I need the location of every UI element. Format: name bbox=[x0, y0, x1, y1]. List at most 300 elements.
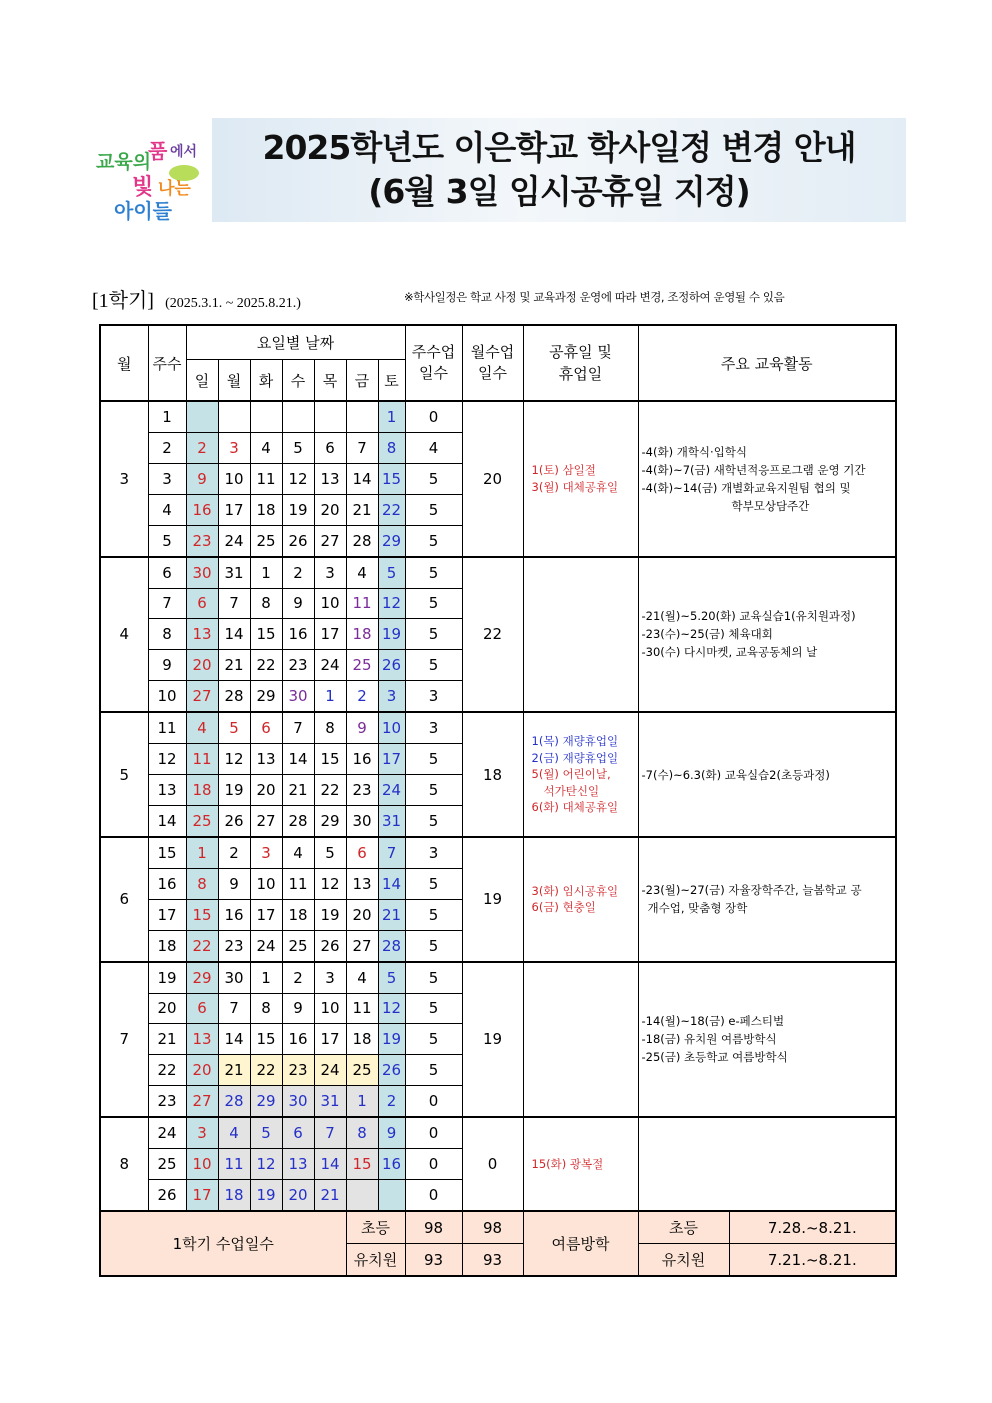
day-cell: 14 bbox=[218, 1024, 250, 1055]
weekly-school-days: 5 bbox=[405, 930, 462, 961]
weekly-school-days: 5 bbox=[405, 650, 462, 681]
day-cell: 26 bbox=[314, 930, 346, 961]
semester-heading bbox=[92, 284, 912, 310]
holidays-cell bbox=[523, 962, 638, 1118]
day-cell: 14 bbox=[346, 463, 378, 494]
day-cell: 16 bbox=[282, 1024, 314, 1055]
weekly-school-days: 5 bbox=[405, 525, 462, 556]
week-row bbox=[100, 837, 896, 868]
footer-kinder-weekly: 93 bbox=[405, 1244, 462, 1277]
activity-item: -25(금) 초등학교 여름방학식 bbox=[641, 1050, 788, 1065]
week-number: 1 bbox=[148, 401, 186, 432]
activity-item: -30(수) 다시마켓, 교육공동체의 날 bbox=[641, 645, 818, 660]
activities-cell bbox=[638, 837, 896, 962]
day-cell: 18 bbox=[282, 899, 314, 930]
holidays-cell bbox=[523, 557, 638, 713]
day-cell: 26 bbox=[378, 1055, 405, 1086]
day-cell: 24 bbox=[314, 1055, 346, 1086]
day-cell bbox=[346, 401, 378, 432]
month-number: 4 bbox=[100, 557, 148, 713]
day-cell: 3 bbox=[218, 432, 250, 463]
day-cell: 18 bbox=[346, 619, 378, 650]
day-cell: 30 bbox=[282, 1086, 314, 1117]
day-cell: 16 bbox=[218, 899, 250, 930]
weekly-school-days: 5 bbox=[405, 805, 462, 836]
day-cell: 6 bbox=[282, 1117, 314, 1148]
day-cell: 11 bbox=[282, 868, 314, 899]
activity-item: -18(금) 유치원 여름방학식 bbox=[641, 1032, 777, 1047]
day-cell: 13 bbox=[186, 1024, 218, 1055]
week-number: 16 bbox=[148, 868, 186, 899]
svg-text:빛: 빛 bbox=[132, 175, 154, 200]
day-cell: 15 bbox=[346, 1149, 378, 1180]
day-cell: 14 bbox=[218, 619, 250, 650]
holiday-item: 6(화) 대체공휴일 bbox=[531, 800, 619, 815]
header-month: 월 bbox=[100, 325, 148, 401]
day-cell bbox=[218, 401, 250, 432]
semester-range: (2025.3.1. ~ 2025.8.21.) bbox=[165, 296, 301, 311]
weekly-school-days: 5 bbox=[405, 1055, 462, 1086]
day-cell: 22 bbox=[378, 494, 405, 525]
holiday-item: 2(금) 재량휴업일 bbox=[531, 750, 619, 765]
day-cell: 9 bbox=[346, 712, 378, 743]
month-number: 8 bbox=[100, 1117, 148, 1211]
day-cell: 12 bbox=[378, 588, 405, 619]
day-cell: 6 bbox=[346, 837, 378, 868]
header-monthly-days: 월수업 일수 bbox=[462, 325, 523, 401]
day-cell: 27 bbox=[186, 681, 218, 712]
activities-cell bbox=[638, 712, 896, 837]
day-cell: 18 bbox=[218, 1180, 250, 1211]
day-cell: 1 bbox=[250, 557, 282, 588]
header-week: 주수 bbox=[148, 325, 186, 401]
month-group bbox=[100, 401, 896, 557]
day-cell: 6 bbox=[250, 712, 282, 743]
week-number: 11 bbox=[148, 712, 186, 743]
day-cell: 1 bbox=[250, 962, 282, 993]
day-cell bbox=[314, 401, 346, 432]
week-number: 26 bbox=[148, 1180, 186, 1211]
day-cell: 1 bbox=[378, 401, 405, 432]
month-number: 7 bbox=[100, 962, 148, 1118]
day-cell: 19 bbox=[282, 494, 314, 525]
week-number: 25 bbox=[148, 1149, 186, 1180]
weekly-school-days: 3 bbox=[405, 712, 462, 743]
day-cell: 10 bbox=[314, 588, 346, 619]
day-cell: 23 bbox=[346, 775, 378, 806]
day-cell: 20 bbox=[346, 899, 378, 930]
day-cell: 19 bbox=[218, 775, 250, 806]
day-cell: 13 bbox=[250, 744, 282, 775]
day-cell: 6 bbox=[186, 993, 218, 1024]
day-cell: 4 bbox=[186, 712, 218, 743]
day-cell: 12 bbox=[250, 1149, 282, 1180]
day-cell: 30 bbox=[218, 962, 250, 993]
week-number: 5 bbox=[148, 525, 186, 556]
month-group bbox=[100, 712, 896, 837]
day-cell: 16 bbox=[282, 619, 314, 650]
day-cell: 9 bbox=[186, 463, 218, 494]
day-cell: 13 bbox=[314, 463, 346, 494]
svg-text:품: 품 bbox=[148, 139, 168, 163]
day-cell: 3 bbox=[314, 962, 346, 993]
week-number: 23 bbox=[148, 1086, 186, 1117]
header-holidays: 공휴일 및 휴업일 bbox=[523, 325, 638, 401]
day-cell: 23 bbox=[218, 930, 250, 961]
day-cell: 10 bbox=[314, 993, 346, 1024]
day-cell: 23 bbox=[282, 1055, 314, 1086]
week-number: 24 bbox=[148, 1117, 186, 1148]
day-cell: 9 bbox=[378, 1117, 405, 1148]
day-cell: 26 bbox=[378, 650, 405, 681]
activities-cell bbox=[638, 557, 896, 713]
activity-item: 학부모상담주간 bbox=[731, 498, 810, 513]
day-cell: 7 bbox=[218, 588, 250, 619]
day-cell: 3 bbox=[314, 557, 346, 588]
day-cell: 19 bbox=[250, 1180, 282, 1211]
activities-cell bbox=[638, 962, 896, 1118]
day-cell: 27 bbox=[250, 805, 282, 836]
day-cell: 23 bbox=[282, 650, 314, 681]
day-cell: 7 bbox=[378, 837, 405, 868]
day-cell: 29 bbox=[250, 1086, 282, 1117]
footer-elem-label: 초등 bbox=[346, 1211, 405, 1244]
activity-item: -4(화)~7(금) 새학년적응프로그램 운영 기간 bbox=[641, 462, 866, 477]
weekly-school-days: 0 bbox=[405, 1180, 462, 1211]
day-cell: 10 bbox=[378, 712, 405, 743]
week-number: 10 bbox=[148, 681, 186, 712]
day-cell: 28 bbox=[346, 525, 378, 556]
weekly-school-days: 5 bbox=[405, 899, 462, 930]
day-cell: 28 bbox=[282, 805, 314, 836]
day-cell: 11 bbox=[346, 588, 378, 619]
day-cell bbox=[378, 1180, 405, 1211]
week-number: 4 bbox=[148, 494, 186, 525]
day-cell bbox=[186, 401, 218, 432]
weekly-school-days: 5 bbox=[405, 557, 462, 588]
day-cell: 8 bbox=[186, 868, 218, 899]
activity-item: -23(월)~27(금) 자율장학주간, 늘봄학교 공 bbox=[641, 883, 862, 898]
day-cell: 5 bbox=[218, 712, 250, 743]
weekday-header: 일 bbox=[186, 360, 218, 402]
day-cell: 20 bbox=[186, 1055, 218, 1086]
day-cell: 30 bbox=[282, 681, 314, 712]
day-cell: 12 bbox=[282, 463, 314, 494]
holiday-item: 3(화) 임시공휴일 bbox=[531, 883, 619, 898]
svg-text:교육의: 교육의 bbox=[96, 151, 152, 173]
day-cell: 13 bbox=[346, 868, 378, 899]
day-cell: 24 bbox=[378, 775, 405, 806]
week-number: 12 bbox=[148, 744, 186, 775]
monthly-school-days: 20 bbox=[462, 401, 523, 557]
day-cell: 19 bbox=[378, 619, 405, 650]
weekday-header: 화 bbox=[250, 360, 282, 402]
day-cell: 4 bbox=[346, 557, 378, 588]
week-number: 13 bbox=[148, 775, 186, 806]
week-row bbox=[100, 401, 896, 432]
title-line-2: (6월 3일 임시공휴일 지정) bbox=[368, 172, 750, 211]
day-cell: 7 bbox=[282, 712, 314, 743]
header-activities: 주요 교육활동 bbox=[638, 325, 896, 401]
holidays-cell bbox=[523, 837, 638, 962]
month-number: 5 bbox=[100, 712, 148, 837]
day-cell: 11 bbox=[186, 744, 218, 775]
day-cell: 5 bbox=[282, 432, 314, 463]
weekly-school-days: 5 bbox=[405, 463, 462, 494]
day-cell: 6 bbox=[314, 432, 346, 463]
day-cell: 4 bbox=[218, 1117, 250, 1148]
day-cell: 12 bbox=[218, 744, 250, 775]
day-cell: 27 bbox=[346, 930, 378, 961]
day-cell: 14 bbox=[378, 868, 405, 899]
footer-kinder-label: 유치원 bbox=[346, 1244, 405, 1277]
svg-text:나는: 나는 bbox=[158, 179, 191, 199]
day-cell: 14 bbox=[314, 1149, 346, 1180]
holidays-cell bbox=[523, 712, 638, 837]
day-cell: 23 bbox=[186, 525, 218, 556]
day-cell: 18 bbox=[346, 1024, 378, 1055]
weekly-school-days: 5 bbox=[405, 868, 462, 899]
weekly-school-days: 5 bbox=[405, 744, 462, 775]
day-cell: 20 bbox=[314, 494, 346, 525]
day-cell: 15 bbox=[314, 744, 346, 775]
week-number: 15 bbox=[148, 837, 186, 868]
day-cell: 2 bbox=[346, 681, 378, 712]
footer-vac-kinder-dates: 7.21.~8.21. bbox=[767, 1250, 857, 1269]
day-cell: 21 bbox=[282, 775, 314, 806]
day-cell: 19 bbox=[314, 899, 346, 930]
week-number: 2 bbox=[148, 432, 186, 463]
month-group bbox=[100, 1117, 896, 1211]
day-cell: 11 bbox=[346, 993, 378, 1024]
day-cell: 31 bbox=[218, 557, 250, 588]
weekly-school-days: 0 bbox=[405, 1086, 462, 1117]
day-cell: 18 bbox=[250, 494, 282, 525]
activities-cell bbox=[638, 401, 896, 557]
holiday-item: 석가탄신일 bbox=[543, 783, 600, 798]
week-number: 6 bbox=[148, 557, 186, 588]
monthly-school-days: 0 bbox=[462, 1117, 523, 1211]
title-banner bbox=[212, 118, 906, 222]
weekly-school-days: 0 bbox=[405, 1149, 462, 1180]
day-cell: 24 bbox=[250, 930, 282, 961]
day-cell bbox=[282, 401, 314, 432]
day-cell: 25 bbox=[346, 1055, 378, 1086]
week-row bbox=[100, 1117, 896, 1148]
footer-vac-elem-dates: 7.28.~8.21. bbox=[767, 1218, 857, 1237]
day-cell: 16 bbox=[378, 1149, 405, 1180]
day-cell: 20 bbox=[282, 1180, 314, 1211]
footer-vacation-label: 여름방학 bbox=[523, 1211, 638, 1276]
month-number: 3 bbox=[100, 401, 148, 557]
holiday-item: 3(월) 대체공휴일 bbox=[531, 479, 619, 494]
week-number: 9 bbox=[148, 650, 186, 681]
day-cell: 18 bbox=[186, 775, 218, 806]
week-row bbox=[100, 962, 896, 993]
activity-item: -14(월)~18(금) e-페스티벌 bbox=[641, 1014, 785, 1029]
footer-semester-days-label: 1학기 수업일수 bbox=[100, 1211, 346, 1276]
day-cell: 19 bbox=[378, 1024, 405, 1055]
day-cell: 8 bbox=[250, 588, 282, 619]
weekly-school-days: 4 bbox=[405, 432, 462, 463]
monthly-school-days: 22 bbox=[462, 557, 523, 713]
day-cell: 29 bbox=[314, 805, 346, 836]
day-cell: 25 bbox=[346, 650, 378, 681]
monthly-school-days: 18 bbox=[462, 712, 523, 837]
day-cell: 2 bbox=[378, 1086, 405, 1117]
holidays-cell bbox=[523, 401, 638, 557]
day-cell: 7 bbox=[346, 432, 378, 463]
day-cell: 22 bbox=[250, 1055, 282, 1086]
holiday-item: 1(토) 삼일절 bbox=[531, 463, 596, 478]
day-cell: 30 bbox=[186, 557, 218, 588]
month-group bbox=[100, 557, 896, 713]
day-cell: 10 bbox=[186, 1149, 218, 1180]
activity-item: -4(화) 개학식·입학식 bbox=[641, 444, 748, 459]
semester-label: [1학기] bbox=[92, 290, 154, 312]
holiday-item: 1(목) 재량휴업일 bbox=[531, 734, 619, 749]
day-cell: 1 bbox=[314, 681, 346, 712]
week-number: 17 bbox=[148, 899, 186, 930]
day-cell: 4 bbox=[250, 432, 282, 463]
weekly-school-days: 5 bbox=[405, 494, 462, 525]
day-cell: 29 bbox=[378, 525, 405, 556]
weekly-school-days: 5 bbox=[405, 1024, 462, 1055]
day-cell: 9 bbox=[282, 993, 314, 1024]
week-number: 7 bbox=[148, 588, 186, 619]
day-cell: 3 bbox=[186, 1117, 218, 1148]
day-cell: 22 bbox=[314, 775, 346, 806]
month-group bbox=[100, 962, 896, 1118]
day-cell: 12 bbox=[314, 868, 346, 899]
week-row bbox=[100, 712, 896, 743]
day-cell: 2 bbox=[282, 962, 314, 993]
day-cell: 29 bbox=[186, 962, 218, 993]
day-cell: 2 bbox=[186, 432, 218, 463]
day-cell: 7 bbox=[314, 1117, 346, 1148]
weekday-header: 금 bbox=[346, 360, 378, 402]
day-cell: 8 bbox=[378, 432, 405, 463]
day-cell: 24 bbox=[218, 525, 250, 556]
calendar-table bbox=[99, 324, 897, 1277]
holiday-item: 5(월) 어린이날, bbox=[531, 767, 611, 782]
weekly-school-days: 0 bbox=[405, 1117, 462, 1148]
week-number: 19 bbox=[148, 962, 186, 993]
day-cell: 5 bbox=[314, 837, 346, 868]
school-slogan-logo bbox=[92, 128, 204, 224]
day-cell: 16 bbox=[346, 744, 378, 775]
day-cell: 15 bbox=[186, 899, 218, 930]
day-cell: 28 bbox=[218, 681, 250, 712]
day-cell: 5 bbox=[378, 962, 405, 993]
day-cell: 22 bbox=[186, 930, 218, 961]
day-cell: 1 bbox=[346, 1086, 378, 1117]
day-cell: 15 bbox=[250, 619, 282, 650]
semester-note: ※학사일정은 학교 사정 및 교육과정 운영에 따라 변경, 조정하여 운영될 수 있음 bbox=[404, 290, 785, 304]
day-cell: 24 bbox=[314, 650, 346, 681]
day-cell: 13 bbox=[282, 1149, 314, 1180]
day-cell: 14 bbox=[282, 744, 314, 775]
day-cell: 21 bbox=[314, 1180, 346, 1211]
day-cell: 16 bbox=[186, 494, 218, 525]
footer-vac-kinder-label: 유치원 bbox=[639, 1244, 730, 1275]
monthly-school-days: 19 bbox=[462, 962, 523, 1118]
day-cell: 2 bbox=[282, 557, 314, 588]
day-cell: 11 bbox=[218, 1149, 250, 1180]
day-cell: 29 bbox=[250, 681, 282, 712]
footer-elem-monthly: 98 bbox=[462, 1211, 523, 1244]
header-days-by-weekday: 요일별 날짜 bbox=[186, 325, 405, 360]
day-cell: 3 bbox=[378, 681, 405, 712]
weekday-header: 월 bbox=[218, 360, 250, 402]
day-cell: 22 bbox=[250, 650, 282, 681]
day-cell: 9 bbox=[282, 588, 314, 619]
week-row bbox=[100, 557, 896, 588]
day-cell: 31 bbox=[314, 1086, 346, 1117]
day-cell bbox=[250, 401, 282, 432]
day-cell: 7 bbox=[218, 993, 250, 1024]
day-cell: 3 bbox=[250, 837, 282, 868]
day-cell: 20 bbox=[186, 650, 218, 681]
footer-vac-elem-label: 초등 bbox=[639, 1212, 730, 1243]
day-cell: 17 bbox=[186, 1180, 218, 1211]
header-weekly-days: 주수업 일수 bbox=[405, 325, 462, 401]
day-cell: 31 bbox=[378, 805, 405, 836]
week-number: 20 bbox=[148, 993, 186, 1024]
day-cell: 11 bbox=[250, 463, 282, 494]
day-cell: 21 bbox=[346, 494, 378, 525]
weekday-header: 수 bbox=[282, 360, 314, 402]
weekday-header: 목 bbox=[314, 360, 346, 402]
week-number: 21 bbox=[148, 1024, 186, 1055]
day-cell: 10 bbox=[218, 463, 250, 494]
monthly-school-days: 19 bbox=[462, 837, 523, 962]
day-cell: 17 bbox=[314, 1024, 346, 1055]
activities-cell bbox=[638, 1117, 896, 1211]
day-cell: 17 bbox=[314, 619, 346, 650]
day-cell: 17 bbox=[378, 744, 405, 775]
day-cell: 4 bbox=[346, 962, 378, 993]
day-cell: 27 bbox=[186, 1086, 218, 1117]
holiday-item: 15(화) 광복절 bbox=[531, 1156, 604, 1171]
day-cell: 9 bbox=[218, 868, 250, 899]
day-cell: 10 bbox=[250, 868, 282, 899]
day-cell: 8 bbox=[314, 712, 346, 743]
day-cell: 20 bbox=[250, 775, 282, 806]
day-cell: 15 bbox=[250, 1024, 282, 1055]
week-number: 18 bbox=[148, 930, 186, 961]
footer-vac-kinder-row bbox=[638, 1244, 896, 1277]
svg-text:에서: 에서 bbox=[170, 144, 198, 160]
day-cell: 25 bbox=[186, 805, 218, 836]
activity-item: -7(수)~6.3(화) 교육실습2(초등과정) bbox=[641, 767, 830, 782]
weekly-school-days: 0 bbox=[405, 401, 462, 432]
weekly-school-days: 3 bbox=[405, 837, 462, 868]
footer-kinder-monthly: 93 bbox=[462, 1244, 523, 1277]
footer-elem-weekly: 98 bbox=[405, 1211, 462, 1244]
week-number: 8 bbox=[148, 619, 186, 650]
weekly-school-days: 5 bbox=[405, 962, 462, 993]
weekly-school-days: 5 bbox=[405, 619, 462, 650]
day-cell: 21 bbox=[218, 650, 250, 681]
activity-item: -21(월)~5.20(화) 교육실습1(유치원과정) bbox=[641, 609, 856, 624]
weekly-school-days: 3 bbox=[405, 681, 462, 712]
day-cell: 21 bbox=[378, 899, 405, 930]
week-number: 14 bbox=[148, 805, 186, 836]
title-line-1: 2025학년도 이은학교 학사일정 변경 안내 bbox=[262, 128, 856, 167]
weekly-school-days: 5 bbox=[405, 588, 462, 619]
day-cell: 25 bbox=[282, 930, 314, 961]
